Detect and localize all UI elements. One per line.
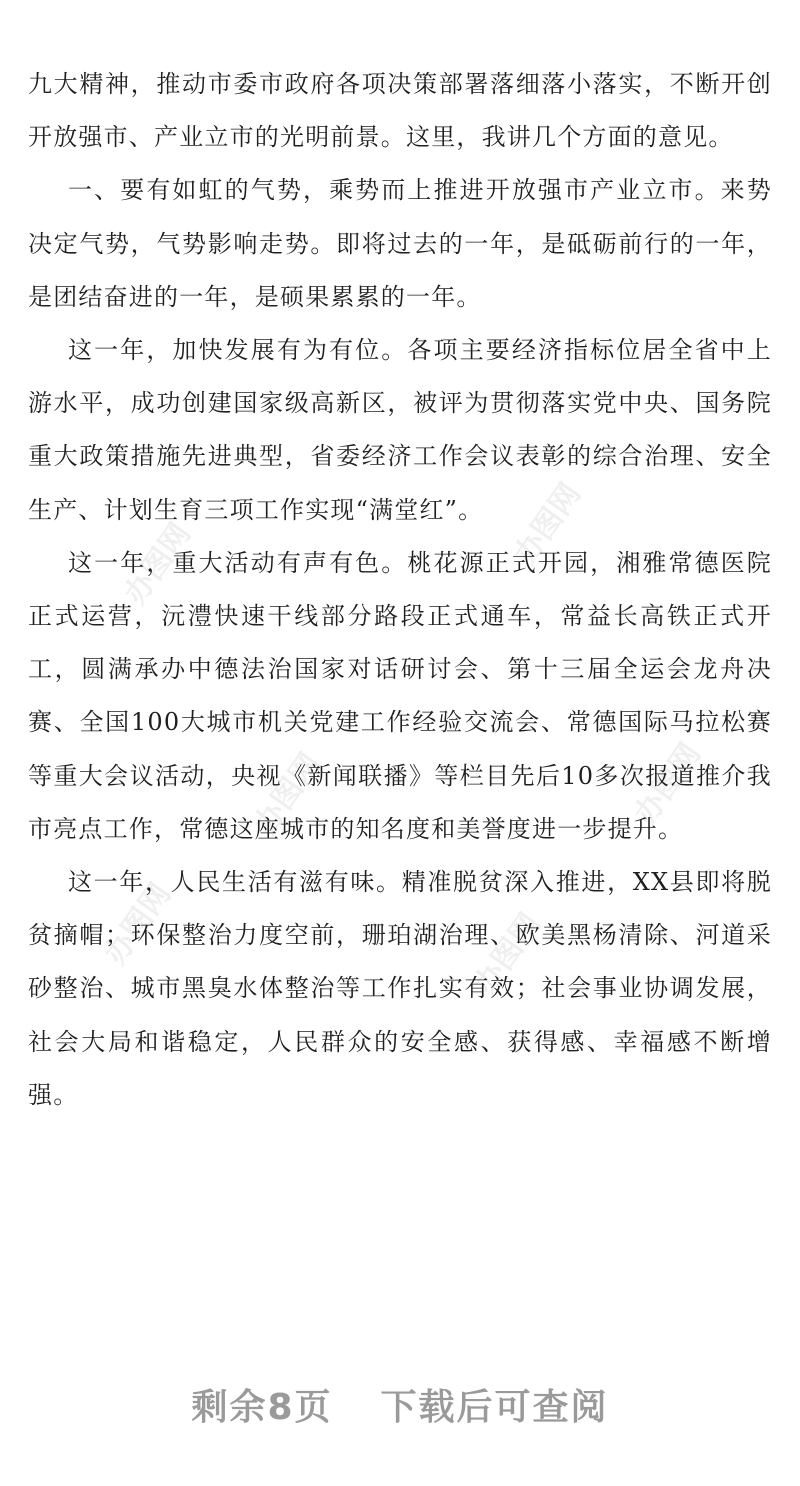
paragraph-continued: 九大精神，推动市委市政府各项决策部署落细落小落实，不断开创开放强市、产业立市的光明前景。这里，我讲几个方面的意见。 [28, 70, 772, 152]
paragraph-section-heading: 一、要有如虹的气势，乘势而上推进开放强市产业立市。来势决定气势，气势影响走势。即将过去的一年，是砥砺前行的一年，是团结奋进的一年，是硕果累累的一年。 [28, 176, 772, 311]
paragraph-development: 这一年，加快发展有为有位。各项主要经济指标位居全省中上游水平，成功创建国家级高新区，被评为贯彻落实党中央、国务院重大政策措施先进典型，省委经济工作会议表彰的综合治理、安全生产、计划生育三项工作实现“满堂红”。 [28, 336, 772, 524]
paragraph-livelihood: 这一年，人民生活有滋有味。精准脱贫深入推进，XX县即将脱贫摘帽；环保整治力度空前，珊珀湖治理、欧美黑杨清除、河道采砂整治、城市黑臭水体整治等工作扎实有效；社会事业协调发展，社会大局和谐稳定，人民群众的安全感、获得感、幸福感不断增强。 [28, 868, 772, 1109]
watermark: 办图网 [247, 747, 329, 841]
paragraph-major-events: 这一年，重大活动有声有色。桃花源正式开园，湘雅常德医院正式运营，沅澧快速干线部分路段正式通车，常益长高铁正式开工，圆满承办中德法治国家对话研讨会、第十三届全运会龙舟决赛、全国100大城市机关党建工作经验交流会、常德国际马拉松赛等重大会议活动，央视《新闻联播》等栏目先后10多次报道推介我市亮点工作，常德这座城市的知名度和美誉度进一步提升。 [28, 548, 772, 843]
download-hint-label: 下载后可查阅 [380, 1387, 609, 1428]
watermark: 办图网 [117, 517, 199, 611]
watermark: 办图网 [97, 877, 179, 971]
download-banner[interactable] [0, 1378, 800, 1438]
document-body [28, 58, 772, 1122]
remaining-pages-label: 剩余8页 [191, 1387, 333, 1428]
watermark: 办图网 [627, 737, 709, 831]
watermark: 办图网 [467, 907, 549, 1001]
watermark: 办图网 [507, 477, 589, 571]
